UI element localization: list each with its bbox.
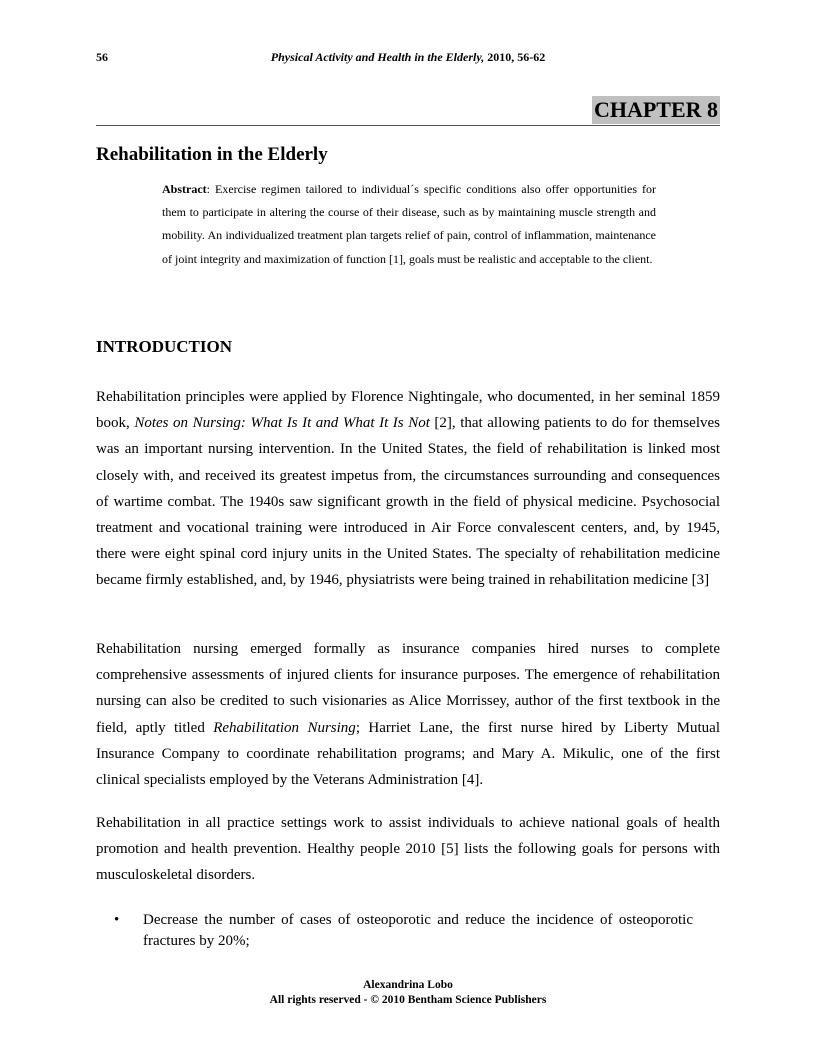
paragraph-text: [2], that allowing patients to do for themselves was an important nursing intervention. In the United States, the field of rehabilitation is linked most closely with, and received its greatest impetus from, the circumstances surrounding and consequences of wartime combat. The 1940s saw significant growth in the field of physical medicine. Psychosocial treatment and vocational training were introduced in Air Force convalescent centers, and, by 1945, there were eight spinal cord injury units in the United States. The specialty of rehabilitation medicine became firmly established, and, by 1946, physiatrists were being trained in rehabilitation medicine [3] — [96, 415, 721, 589]
list-item — [96, 910, 720, 952]
bullet-icon: • — [114, 912, 120, 928]
abstract — [162, 178, 656, 271]
paragraph-2 — [96, 636, 720, 793]
footer-rights: All rights reserved - © 2010 Bentham Science Publishers — [269, 994, 547, 1006]
running-head — [96, 50, 720, 66]
list-item-text: Decrease the number of cases of osteoporotic and reduce the incidence of osteoporotic fractures by 20%; — [143, 912, 693, 949]
section-heading-introduction: INTRODUCTION — [96, 337, 233, 356]
paragraph-3: Rehabilitation in all practice settings work to assist individuals to achieve national goals of health promotion and health prevention. Healthy people 2010 [5] lists the following goals for persons with musculoskeletal disorders. — [96, 815, 720, 884]
footer-author: Alexandrina Lobo — [363, 979, 453, 991]
paragraph-text: ; Harriet Lane, the first nurse hired by Liberty Mutual Insurance Company to coordinate rehabilitation programs; and Mary A. Mikulic, one of the first clinical specialists employed by the Veterans Administration [4]. — [96, 719, 720, 789]
chapter-title: Rehabilitation in the Elderly — [96, 144, 328, 165]
page-number: 56 — [96, 50, 108, 64]
journal-citation — [96, 50, 720, 65]
paragraph-1 — [96, 384, 720, 594]
abstract-label: Abstract — [162, 182, 207, 196]
journal-title: Physical Activity and Health in the Elderly, — [270, 50, 485, 64]
paragraph-text: Rehabilitation nursing emerged formally as insurance companies hired nurses to complete comprehensive assessments of injured clients for insurance purposes. The emergence of rehabilitation nursing can also be credited to such visionaries as Alice Morrissey, author of the first textbook in the field, aptly titled — [96, 641, 720, 736]
book-title: Rehabilitation Nursing — [213, 719, 356, 736]
header-divider — [96, 125, 720, 126]
abstract-text: : Exercise regimen tailored to individual´s specific conditions also offer opportunities for them to participate in altering the course of their disease, such as by maintaining muscle strength and mobility. An individualized treatment plan targets relief of pain, control of inflammation, maintenance of joint integrity and maximization of function [1], goals must be realistic and acceptable to the client. — [162, 182, 656, 266]
chapter-label: CHAPTER 8 — [593, 97, 718, 122]
paragraph-text: Rehabilitation principles were applied by Florence Nightingale, who documented, in her seminal 1859 book, — [96, 389, 720, 432]
book-title: Notes on Nursing: What Is It and What It Is Not — [134, 415, 430, 432]
footer — [0, 978, 816, 1008]
journal-info: 2010, 56-62 — [484, 50, 546, 64]
